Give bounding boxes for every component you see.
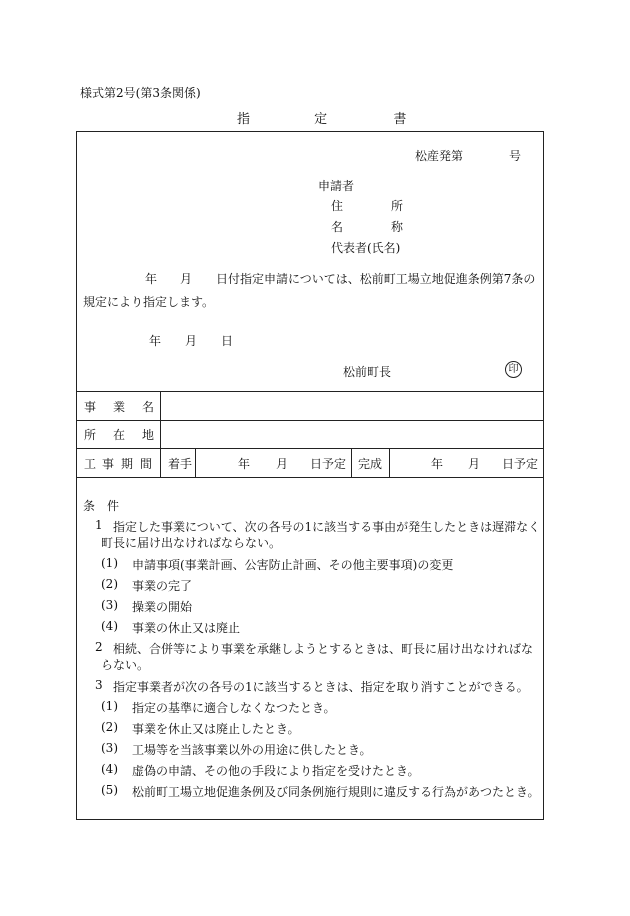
seal-icon: 印	[505, 361, 522, 378]
condition-2-line-2: らない。	[101, 658, 150, 672]
document-frame	[76, 131, 544, 820]
sub3-1-text: 指定の基準に適合しなくなつたとき。	[132, 701, 336, 715]
end-day: 日予定	[502, 457, 539, 471]
period-label-3: 期	[121, 457, 134, 471]
period-label-2: 事	[102, 457, 115, 471]
sub3-5-text: 松前町工場立地促進条例及び同条例施行規則に違反する行為があつたとき。	[132, 785, 540, 799]
body-line-1: 日付指定申請については、松前町工場立地促進条例第7条の	[216, 272, 536, 286]
title-char: 定	[314, 112, 328, 127]
location-label-1: 所	[84, 428, 97, 442]
address-label-2: 所	[391, 199, 404, 213]
end-label: 完成	[358, 457, 383, 471]
sub3-4-number: (4)	[101, 762, 118, 776]
table-bottom-rule	[76, 477, 544, 478]
sub3-3-text: 工場等を当該事業以外の用途に供したとき。	[132, 743, 372, 757]
sub3-5-number: (5)	[101, 783, 118, 797]
body-year: 年	[145, 272, 158, 286]
name-label-2: 称	[391, 220, 404, 234]
period-label-1: 工	[84, 457, 97, 471]
end-month: 月	[468, 457, 481, 471]
condition-3-number: 3	[95, 678, 103, 692]
sub1-4-text: 事業の休止又は廃止	[132, 621, 241, 635]
sub3-3-number: (3)	[101, 741, 118, 755]
condition-2-number: 2	[95, 640, 103, 654]
sub1-2-text: 事業の完了	[132, 579, 193, 593]
conditions-heading-2: 件	[107, 499, 120, 513]
start-label: 着手	[168, 457, 193, 471]
business-name-label-3: 名	[142, 400, 155, 414]
business-name-label-1: 事	[84, 400, 97, 414]
sub1-1-number: (1)	[101, 556, 118, 570]
end-year: 年	[431, 457, 444, 471]
table-col-rule	[351, 448, 352, 477]
table-col-rule	[389, 448, 390, 477]
issuer: 松前町長	[343, 365, 392, 379]
issue-number-prefix: 松産発第	[415, 149, 464, 163]
table-rule	[76, 448, 544, 449]
sub1-4-number: (4)	[101, 619, 118, 633]
condition-2-line-1: 相続、合併等により事業を承継しようとするときは、町長に届け出なければな	[113, 642, 534, 656]
conditions-heading-1: 条	[83, 499, 96, 513]
sub1-3-number: (3)	[101, 598, 118, 612]
title-char: 指	[237, 112, 251, 127]
body-line-2: 規定により指定します。	[83, 295, 215, 309]
location-label-2: 在	[113, 428, 126, 442]
condition-1-line-1: 指定した事業について、次の各号の1に該当する事由が発生したときは遅滞なく	[113, 520, 541, 534]
sub1-3-text: 操業の開始	[132, 600, 193, 614]
start-year: 年	[238, 457, 251, 471]
body-month: 月	[180, 272, 193, 286]
table-rule	[76, 420, 544, 421]
address-label-1: 住	[331, 199, 344, 213]
sub1-1-text: 申請事項(事業計画、公害防止計画、その他主要事項)の変更	[132, 558, 454, 572]
sub3-2-number: (2)	[101, 720, 118, 734]
period-label-4: 間	[140, 457, 153, 471]
name-label-1: 名	[331, 220, 344, 234]
sub3-1-number: (1)	[101, 699, 118, 713]
start-month: 月	[276, 457, 289, 471]
sub3-4-text: 虚偽の申請、その他の手段により指定を受けたとき。	[132, 764, 420, 778]
date-year: 年	[149, 334, 162, 348]
condition-1-number: 1	[95, 518, 103, 532]
condition-1-line-2: 町長に届け出なければならない。	[101, 536, 282, 550]
table-col-rule	[160, 391, 161, 477]
issue-number-suffix: 号	[509, 149, 522, 163]
start-day: 日予定	[310, 457, 347, 471]
condition-3-line-1: 指定事業者が次の各号の1に該当するときは、指定を取り消すことができる。	[113, 680, 529, 694]
title-char: 書	[393, 112, 407, 127]
representative-label: 代表者(氏名)	[331, 241, 401, 255]
business-name-label-2: 業	[113, 400, 126, 414]
sub3-2-text: 事業を休止又は廃止したとき。	[132, 722, 300, 736]
table-top-rule	[76, 391, 544, 392]
date-month: 月	[185, 334, 198, 348]
location-label-3: 地	[142, 428, 155, 442]
applicant-label: 申請者	[318, 179, 355, 193]
table-col-rule	[195, 448, 196, 477]
date-day: 日	[221, 334, 234, 348]
sub1-2-number: (2)	[101, 577, 118, 591]
document-title	[237, 108, 406, 127]
form-number: 様式第2号(第3条関係)	[80, 86, 201, 100]
